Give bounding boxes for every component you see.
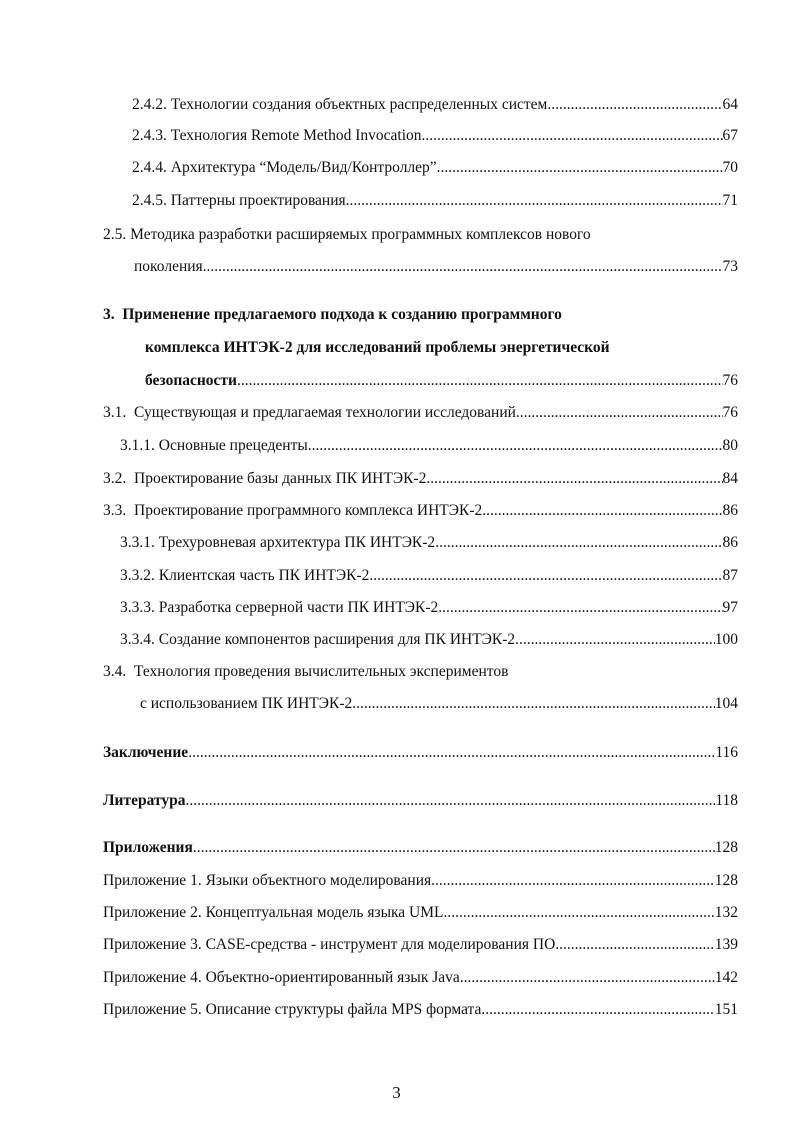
dot-leader <box>438 598 722 618</box>
entry-number: 3.4. <box>103 663 127 680</box>
dot-leader <box>482 501 722 521</box>
entry-number: 3.3.4. <box>120 631 155 648</box>
dot-leader <box>426 469 722 489</box>
entry-title: Заключение <box>103 744 189 761</box>
entry-number: 3.2. <box>103 470 127 487</box>
entry-page: 97 <box>722 599 738 616</box>
entry-page: 76 <box>722 404 738 421</box>
entry-page: 151 <box>714 1001 738 1018</box>
toc-entry <box>120 566 738 586</box>
entry-page: 139 <box>714 936 738 953</box>
toc-section <box>103 791 738 811</box>
toc-entry <box>103 1000 738 1020</box>
entry-title-cont: комплекса ИНТЭК-2 для исследований проблемы энергетической <box>145 339 610 356</box>
entry-number: 3.3. <box>103 502 127 519</box>
entry-title: Приложение 5. Описание структуры файла MPS формата <box>103 1001 482 1018</box>
toc-entry <box>103 968 738 988</box>
dot-leader <box>352 694 715 714</box>
entry-number: 2.4.5. <box>132 192 167 209</box>
entry-page: 132 <box>714 904 738 921</box>
entry-number: 3.3.2. <box>120 567 155 584</box>
dot-leader <box>431 871 715 891</box>
entry-page: 84 <box>722 470 738 487</box>
entry-page: 100 <box>714 631 738 648</box>
toc-entry-line1 <box>103 225 591 245</box>
toc-entry <box>134 257 738 277</box>
entry-page: 128 <box>714 872 738 889</box>
entry-number: 3.1. <box>103 404 127 421</box>
toc-chapter <box>145 371 738 391</box>
toc-entry <box>120 436 738 456</box>
toc-entry <box>120 630 738 650</box>
dot-leader <box>437 158 723 178</box>
toc-section <box>103 743 738 763</box>
dot-leader <box>516 403 723 423</box>
entry-title: Проектирование программного комплекса ИНТЭК-2 <box>134 502 483 519</box>
entry-title-cont: с использованием ПК ИНТЭК-2 <box>140 695 353 712</box>
entry-page: 128 <box>714 839 738 856</box>
entry-title-cont: поколения <box>134 258 203 275</box>
entry-number: 3.3.3. <box>120 599 155 616</box>
toc-entry <box>103 403 738 423</box>
entry-title: Приложение 1. Языки объектного моделирования <box>103 872 432 889</box>
dot-leader <box>443 903 714 923</box>
entry-page: 87 <box>722 567 738 584</box>
toc-chapter-line2 <box>145 338 610 358</box>
toc-entry <box>140 694 738 714</box>
entry-page: 76 <box>722 372 738 389</box>
entry-number: 3. <box>103 306 115 323</box>
entry-number: 2.4.3. <box>132 127 167 144</box>
dot-leader <box>346 191 723 211</box>
toc-entry <box>132 126 738 146</box>
entry-page: 71 <box>722 192 738 209</box>
entry-page: 64 <box>722 96 738 113</box>
entry-number: 2.5. <box>103 226 127 243</box>
toc-entry <box>132 158 738 178</box>
toc-entry <box>132 95 738 115</box>
dot-leader <box>308 436 723 456</box>
toc-entry <box>132 191 738 211</box>
entry-title: Основные прецеденты <box>158 437 308 454</box>
entry-title: Технологии создания объектных распределенных систем <box>170 96 548 113</box>
dot-leader <box>460 968 715 988</box>
page-number: 3 <box>392 1083 401 1102</box>
entry-title: Литература <box>103 792 186 809</box>
entry-title: Приложение 4. Объектно-ориентированный язык Java <box>103 969 460 986</box>
dot-leader <box>547 95 722 115</box>
toc-entry <box>103 903 738 923</box>
entry-page: 70 <box>722 159 738 176</box>
dot-leader <box>481 1000 714 1020</box>
entry-title: Методика разработки расширяемых программных комплексов нового <box>130 226 591 243</box>
toc-entry <box>103 871 738 891</box>
dot-leader <box>422 126 723 146</box>
dot-leader <box>555 935 714 955</box>
entry-page: 73 <box>722 258 738 275</box>
toc-section <box>103 838 738 858</box>
entry-title: Приложение 3. CASE-средства - инструмент для моделирования ПО <box>103 936 556 953</box>
entry-page: 86 <box>722 502 738 519</box>
entry-title: Трехуровневая архитектура ПК ИНТЭК-2 <box>158 534 436 551</box>
entry-page: 80 <box>722 437 738 454</box>
dot-leader <box>369 566 722 586</box>
entry-number: 3.1.1. <box>120 437 155 454</box>
entry-page: 116 <box>715 744 738 761</box>
dot-leader <box>237 371 723 391</box>
dot-leader <box>185 791 715 811</box>
dot-leader <box>435 533 722 553</box>
entry-title: Приложение 2. Концептуальная модель языка UML <box>103 904 444 921</box>
dot-leader <box>203 257 723 277</box>
entry-page: 142 <box>714 969 738 986</box>
toc-entry <box>103 469 738 489</box>
toc-entry <box>103 501 738 521</box>
entry-title: Проектирование базы данных ПК ИНТЭК-2 <box>134 470 427 487</box>
entry-page: 86 <box>722 534 738 551</box>
entry-title: Технология проведения вычислительных экспериментов <box>134 663 509 680</box>
dot-leader <box>515 630 715 650</box>
entry-title: Применение предлагаемого подхода к созданию программного <box>122 306 562 323</box>
entry-title: Архитектура “Модель/Вид/Контроллер” <box>170 159 437 176</box>
toc-entry <box>103 935 738 955</box>
entry-title: Паттерны проектирования <box>170 192 346 209</box>
entry-number: 2.4.2. <box>132 96 167 113</box>
entry-number: 2.4.4. <box>132 159 167 176</box>
toc-entry <box>120 533 738 553</box>
entry-number: 3.3.1. <box>120 534 155 551</box>
toc-chapter-line1 <box>103 305 562 325</box>
dot-leader <box>188 743 715 763</box>
entry-title: Клиентская часть ПК ИНТЭК-2 <box>158 567 370 584</box>
entry-page: 118 <box>715 792 738 809</box>
entry-page: 67 <box>722 127 738 144</box>
entry-page: 104 <box>714 695 738 712</box>
toc-entry <box>120 598 738 618</box>
entry-title: Существующая и предлагаемая технологии исследований <box>134 404 516 421</box>
toc-entry-line1 <box>103 662 508 682</box>
entry-title: Создание компонентов расширения для ПК ИНТЭК-2 <box>158 631 516 648</box>
entry-title-cont: безопасности <box>145 372 237 389</box>
entry-title: Разработка серверной части ПК ИНТЭК-2 <box>158 599 439 616</box>
entry-title: Приложения <box>103 839 193 856</box>
dot-leader <box>193 838 715 858</box>
entry-title: Технология Remote Method Invocation <box>170 127 422 144</box>
